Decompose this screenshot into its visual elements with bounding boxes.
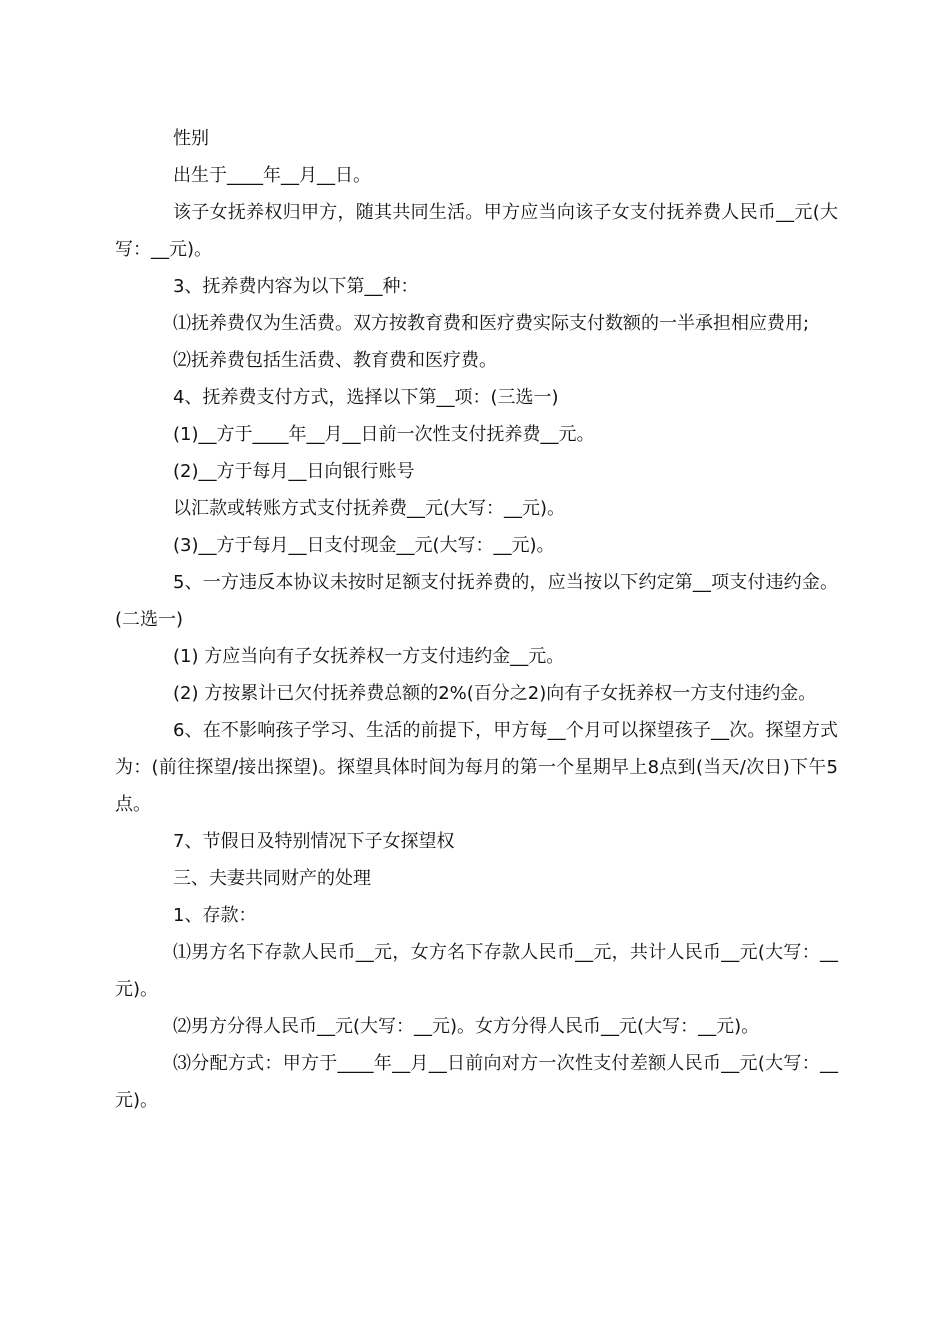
paragraph-penalty-option-2: (2) 方按累计已欠付抚养费总额的2%(百分之2)向有子女抚养权一方支付违约金。: [173, 683, 817, 704]
paragraph-payment-option-2: (2)__方于每月__日向银行账号: [173, 461, 415, 482]
paragraph-deposits-1: ⑴男方名下存款人民币__元，女方名下存款人民币__元，共计人民币__元(大写：__元)。: [115, 942, 838, 1000]
section-heading-joint-property: 三、夫妻共同财产的处理: [173, 868, 371, 889]
paragraph-penalty: 5、一方违反本协议未按时足额支付抚养费的，应当按以下约定第__项支付违约金。(二选一): [115, 572, 838, 630]
paragraph-payment-option-3: (3)__方于每月__日支付现金__元(大写：__元)。: [173, 535, 555, 556]
paragraph-payment-option-1: (1)__方于____年__月__日前一次性支付抚养费__元。: [173, 424, 595, 445]
paragraph-deposits-3: ⑶分配方式：甲方于____年__月__日前向对方一次性支付差额人民币__元(大写：__元)。: [115, 1053, 838, 1111]
paragraph-holiday-visitation: 7、节假日及特别情况下子女探望权: [173, 831, 455, 852]
document-body: [115, 120, 838, 1119]
paragraph-deposits-2: ⑵男方分得人民币__元(大写：__元)。女方分得人民币__元(大写：__元)。: [173, 1016, 760, 1037]
paragraph-penalty-option-1: (1) 方应当向有子女抚养权一方支付违约金__元。: [173, 646, 565, 667]
paragraph-gender: 性别: [173, 128, 209, 149]
paragraph-visitation: 6、在不影响孩子学习、生活的前提下，甲方每__个月可以探望孩子__次。探望方式为：(前往探望/接出探望)。探望具体时间为每月的第一个星期早上8点到(当天/次日)下午5点。: [115, 720, 838, 815]
paragraph-custody: 该子女抚养权归甲方，随其共同生活。甲方应当向该子女支付抚养费人民币__元(大写：__元)。: [115, 202, 838, 260]
paragraph-payment-method: 4、抚养费支付方式，选择以下第__项：(三选一): [173, 387, 559, 408]
paragraph-deposits: 1、存款：: [173, 905, 257, 926]
paragraph-support-option-2: ⑵抚养费包括生活费、教育费和医疗费。: [173, 350, 497, 371]
paragraph-support-option-1: ⑴抚养费仅为生活费。双方按教育费和医疗费实际支付数额的一半承担相应费用;: [173, 313, 810, 334]
paragraph-payment-transfer: 以汇款或转账方式支付抚养费__元(大写：__元)。: [173, 498, 566, 519]
paragraph-support-content: 3、抚养费内容为以下第__种：: [173, 276, 419, 297]
paragraph-birth-date: 出生于____年__月__日。: [173, 165, 371, 186]
